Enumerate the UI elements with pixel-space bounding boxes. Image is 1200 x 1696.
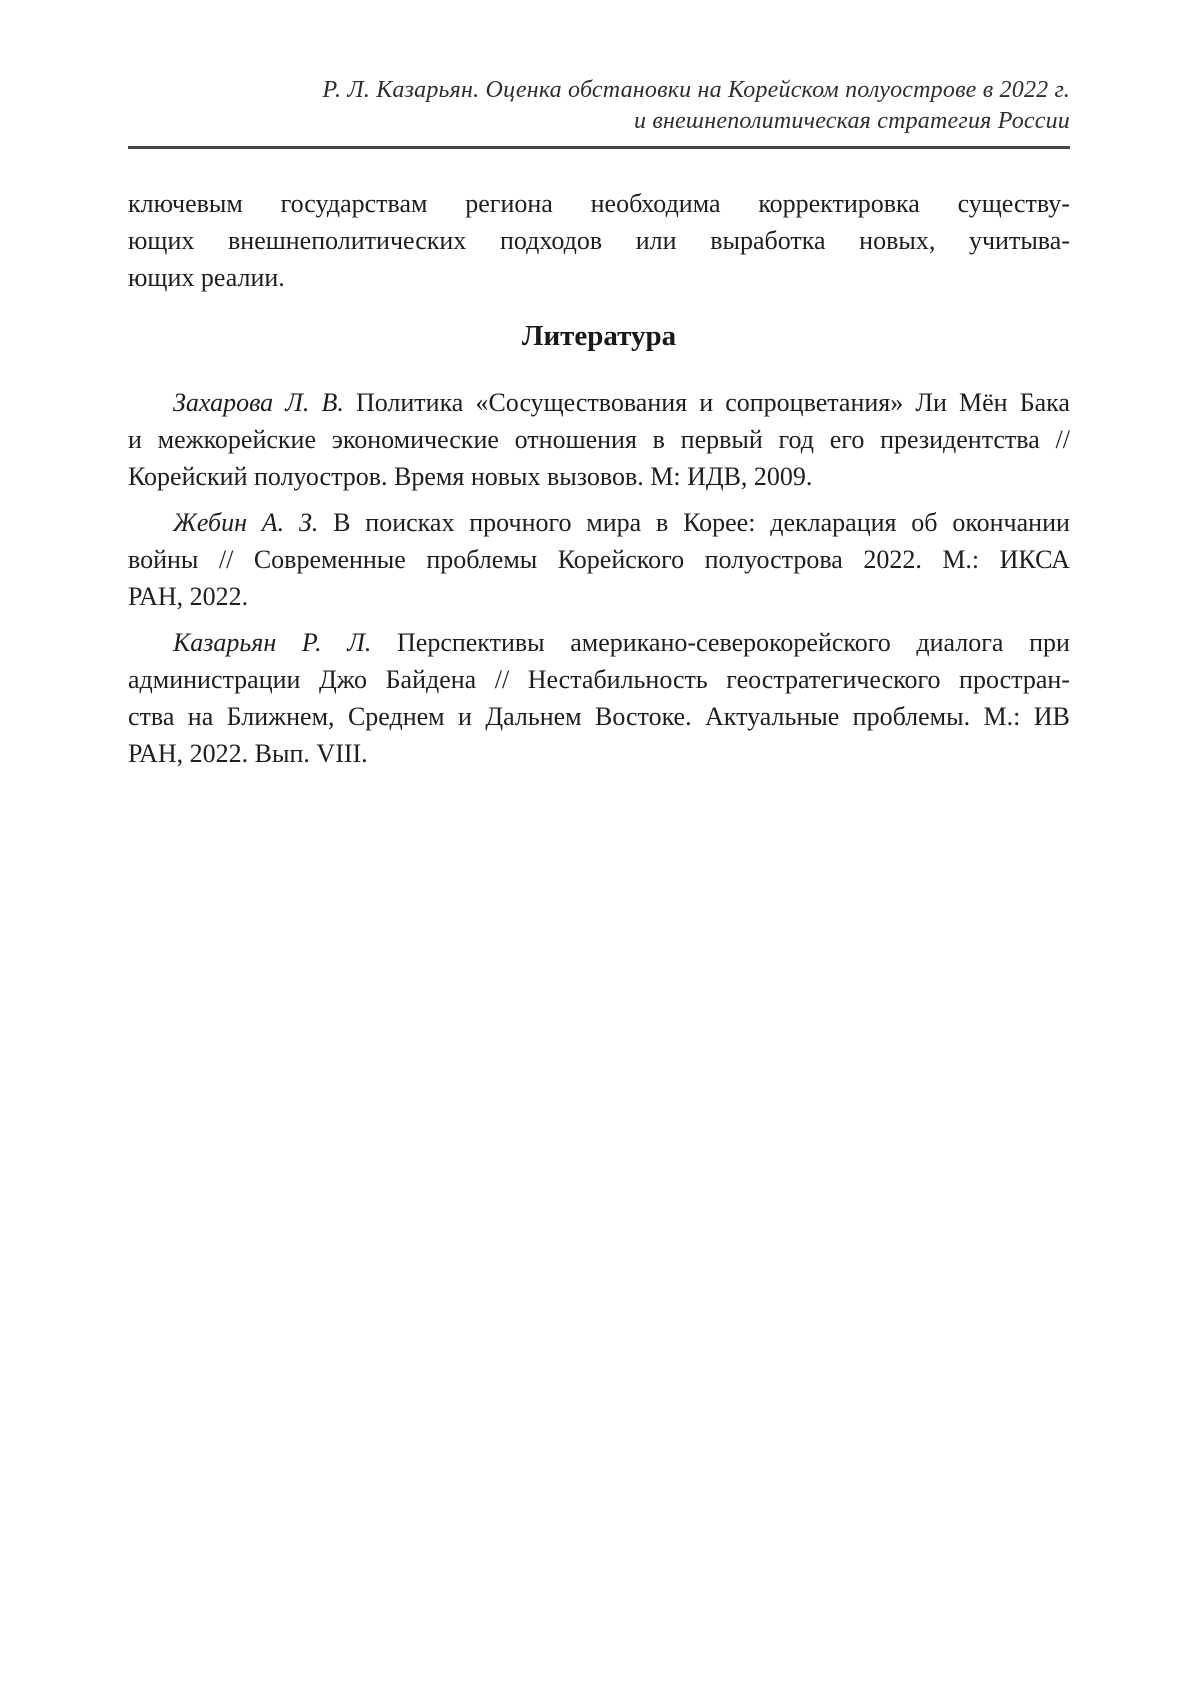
word: Джо <box>319 665 368 694</box>
word: в <box>656 508 669 537</box>
word: полуострова <box>704 545 843 574</box>
word: Ли <box>915 388 947 417</box>
word: американо-северокорейского <box>570 628 891 657</box>
word: год <box>778 425 815 454</box>
running-header <box>128 75 1070 137</box>
word: простран- <box>959 665 1070 694</box>
reference-entry <box>128 504 1070 615</box>
word: и <box>699 388 714 417</box>
word: // <box>1055 425 1070 454</box>
text-line <box>128 698 1070 735</box>
word: В <box>333 508 351 537</box>
word: корректировка <box>758 189 920 218</box>
word: Корее: <box>683 508 756 537</box>
word: межкорейские <box>157 425 317 454</box>
word: подходов <box>499 226 603 255</box>
text-line: РАН, 2022. Вып. VIII. <box>128 739 368 768</box>
word: администрации <box>128 665 301 694</box>
word: ключевым <box>128 189 243 218</box>
references-list <box>128 384 1070 772</box>
text-line <box>128 421 1070 458</box>
reference-author-word: З. <box>298 508 319 537</box>
word: окончании <box>952 508 1070 537</box>
reference-author-word: Р. <box>301 628 322 657</box>
word: его <box>829 425 865 454</box>
word: проблемы <box>426 545 538 574</box>
word: выработка <box>710 226 826 255</box>
word: Актуальные <box>705 702 840 731</box>
word: Корейского <box>557 545 685 574</box>
word: Политика <box>355 388 464 417</box>
text-line <box>128 504 1070 541</box>
word: Байдена <box>385 665 477 694</box>
word: или <box>635 226 677 255</box>
word: декларация <box>770 508 897 537</box>
reference-entry <box>128 624 1070 772</box>
word: ства <box>128 702 175 731</box>
reference-author-word: А. <box>261 508 285 537</box>
word: войны <box>128 545 199 574</box>
section-heading: Литература <box>521 320 677 352</box>
text-line: ющих реалии. <box>128 263 285 292</box>
word: первый <box>680 425 763 454</box>
text-line <box>128 541 1070 578</box>
text-line: Корейский полуостров. Время новых вызовов. М: ИДВ, 2009. <box>128 462 813 491</box>
word: экономические <box>331 425 499 454</box>
word: при <box>1029 628 1070 657</box>
word: поисках <box>365 508 455 537</box>
reference-author-word: Казарьян <box>173 628 277 657</box>
word: государствам <box>280 189 428 218</box>
word: существу- <box>957 189 1070 218</box>
running-header-line-1: Р. Л. Казарьян. Оценка обстановки на Корейском полуострове в 2022 г. <box>322 77 1070 103</box>
word: проблемы. <box>852 702 971 731</box>
word: «Сосуществования <box>475 388 688 417</box>
word: прочного <box>469 508 572 537</box>
word: Дальнем <box>485 702 582 731</box>
word: геостратегического <box>726 665 941 694</box>
word: диалога <box>916 628 1004 657</box>
word: региона <box>465 189 553 218</box>
word: новых, <box>859 226 936 255</box>
word: М.: <box>983 702 1021 731</box>
word: Ближнем, <box>226 702 335 731</box>
word: Нестабильность <box>527 665 708 694</box>
text-line <box>128 185 1070 222</box>
word: сопроцветания» <box>725 388 904 417</box>
word: Среднем <box>347 702 445 731</box>
word: Бака <box>1019 388 1070 417</box>
word: необходима <box>590 189 721 218</box>
word: // <box>218 545 234 574</box>
word: на <box>187 702 214 731</box>
word: Мён <box>959 388 1008 417</box>
reference-author-word: Жебин <box>173 508 247 537</box>
word: 2022. <box>863 545 922 574</box>
word: Современные <box>253 545 406 574</box>
word: Востоке. <box>595 702 692 731</box>
reference-author-word: Л. <box>285 388 310 417</box>
running-header-line-2: и внешнеполитическая стратегия России <box>633 108 1070 134</box>
word: ющих <box>128 226 195 255</box>
word: отношения <box>514 425 637 454</box>
body-paragraph <box>128 185 1070 296</box>
reference-author-word: Захарова <box>173 388 274 417</box>
reference-author-word: Л. <box>347 628 372 657</box>
word: ИВ <box>1033 702 1070 731</box>
text-line <box>128 661 1070 698</box>
word: // <box>494 665 510 694</box>
text-line <box>128 624 1070 661</box>
word: об <box>911 508 938 537</box>
word: Перспективы <box>397 628 545 657</box>
text-line <box>128 222 1070 259</box>
word: М.: <box>942 545 980 574</box>
reference-author-word: В. <box>321 388 344 417</box>
word: внешнеполитических <box>228 226 467 255</box>
word: ИКСА <box>999 545 1070 574</box>
word: в <box>652 425 665 454</box>
word: президентства <box>880 425 1040 454</box>
text-line <box>128 384 1070 421</box>
reference-entry <box>128 384 1070 495</box>
text-line: РАН, 2022. <box>128 582 249 611</box>
word: мира <box>586 508 642 537</box>
word: и <box>128 425 142 454</box>
word: и <box>458 702 472 731</box>
word: учитыва- <box>968 226 1070 255</box>
header-rule <box>128 146 1070 149</box>
